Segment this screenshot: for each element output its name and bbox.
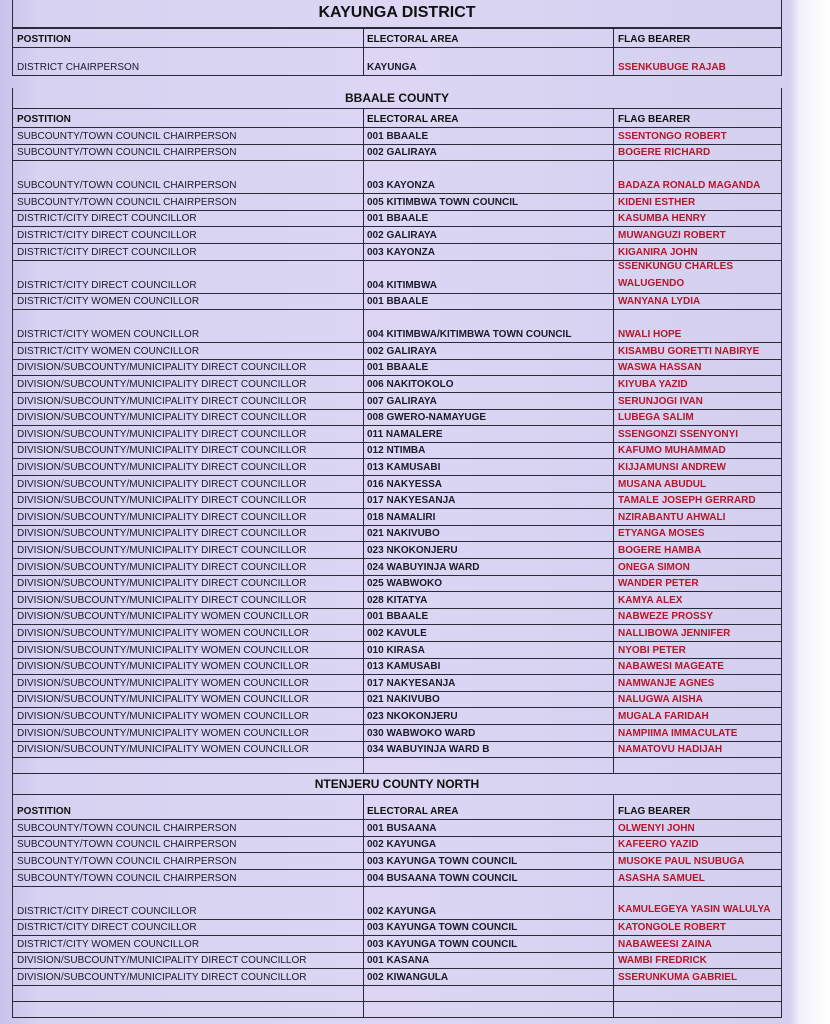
flag-bearer-cell: ONEGA SIMON (618, 561, 690, 573)
table-row (12, 870, 782, 887)
table-row (12, 227, 782, 244)
table-row (12, 128, 782, 145)
position-cell: DISTRICT/CITY WOMEN COUNCILLOR (17, 296, 200, 308)
flag-bearer-cell: NYOBI PETER (618, 644, 686, 656)
electoral-area-cell: 004 KITIMBWA (367, 279, 438, 291)
electoral-area-cell: 001 BBAALE (367, 130, 429, 142)
electoral-area-cell: 003 KAYUNGA TOWN COUNCIL (367, 855, 518, 867)
table-row (12, 609, 782, 626)
ntenjeru-county-title: NTENJERU COUNTY NORTH (12, 774, 782, 794)
electoral-area-cell: 011 NAMALERE (367, 428, 443, 440)
position-cell: SUBCOUNTY/TOWN COUNCIL CHAIRPERSON (17, 147, 237, 159)
flag-bearer-cell: KIYUBA YAZID (618, 378, 688, 390)
electoral-area-cell: 003 KAYONZA (367, 180, 435, 192)
electoral-area-cell: 017 NAKYESANJA (367, 495, 456, 507)
header-position: POSTITION (17, 806, 71, 818)
table-row (12, 853, 782, 870)
table-row (12, 145, 782, 162)
electoral-area-cell: 013 KAMUSABI (367, 661, 441, 673)
electoral-area-cell: KAYUNGA (367, 62, 417, 73)
electoral-area-cell: 004 BUSAANA TOWN COUNCIL (367, 872, 518, 884)
table-row (12, 920, 782, 937)
flag-bearer-cell: SSENKUBUGE RAJAB (618, 62, 726, 73)
table-row (12, 887, 782, 920)
position-cell: SUBCOUNTY/TOWN COUNCIL CHAIRPERSON (17, 872, 237, 884)
electoral-area-cell: 017 NAKYESANJA (367, 677, 456, 689)
flag-bearer-cell: KIGANIRA JOHN (618, 246, 698, 258)
position-cell: SUBCOUNTY/TOWN COUNCIL CHAIRPERSON (17, 180, 237, 192)
table-row (12, 592, 782, 609)
flag-bearer-cell: NAMATOVU HADIJAH (618, 744, 723, 756)
position-cell: SUBCOUNTY/TOWN COUNCIL CHAIRPERSON (17, 822, 237, 834)
flag-bearer-cell: ASASHA SAMUEL (618, 872, 705, 884)
table-row (12, 625, 782, 642)
position-cell: DIVISION/SUBCOUNTY/MUNICIPALITY WOMEN COUNCILLOR (17, 744, 309, 756)
header-position: POSTITION (17, 34, 71, 45)
table-row (12, 820, 782, 837)
electoral-area-cell: 002 GALIRAYA (367, 345, 437, 357)
position-cell: DIVISION/SUBCOUNTY/MUNICIPALITY WOMEN COUNCILLOR (17, 694, 309, 706)
position-cell: DIVISION/SUBCOUNTY/MUNICIPALITY WOMEN COUNCILLOR (17, 661, 309, 673)
position-cell: DIVISION/SUBCOUNTY/MUNICIPALITY WOMEN COUNCILLOR (17, 644, 309, 656)
electoral-area-cell: 012 NTIMBA (367, 445, 426, 457)
table-row (12, 692, 782, 709)
position-cell: DIVISION/SUBCOUNTY/MUNICIPALITY WOMEN COUNCILLOR (17, 611, 309, 623)
electoral-area-cell: 023 NKOKONJERU (367, 710, 458, 722)
flag-bearer-cell: KISAMBU GORETTI NABIRYE (618, 345, 760, 357)
table-row (12, 969, 782, 986)
header-electoral-area: ELECTORAL AREA (367, 34, 459, 45)
flag-bearer-cell: KAMULEGEYA YASIN WALULYA (618, 903, 771, 915)
position-cell: DIVISION/SUBCOUNTY/MUNICIPALITY WOMEN COUNCILLOR (17, 677, 309, 689)
flag-bearer-cell: BOGERE HAMBA (618, 544, 702, 556)
flag-bearer-cell: WASWA HASSAN (618, 362, 702, 374)
position-cell: DIVISION/SUBCOUNTY/MUNICIPALITY DIRECT COUNCILLOR (17, 495, 307, 507)
district-title: KAYUNGA DISTRICT (12, 0, 782, 28)
table-row (12, 343, 782, 360)
electoral-area-cell: 001 BBAALE (367, 213, 429, 225)
position-cell: DIVISION/SUBCOUNTY/MUNICIPALITY DIRECT COUNCILLOR (17, 971, 307, 983)
electoral-area-cell: 001 KASANA (367, 955, 430, 967)
flag-bearer-cell: BADAZA RONALD MAGANDA (618, 180, 761, 192)
flag-bearer-cell: NABWEZE PROSSY (618, 611, 714, 623)
position-cell: SUBCOUNTY/TOWN COUNCIL CHAIRPERSON (17, 839, 237, 851)
position-cell: DIVISION/SUBCOUNTY/MUNICIPALITY DIRECT COUNCILLOR (17, 478, 307, 490)
table-row (12, 376, 782, 393)
position-cell: DIVISION/SUBCOUNTY/MUNICIPALITY DIRECT COUNCILLOR (17, 378, 307, 390)
electoral-area-cell: 021 NAKIVUBO (367, 694, 440, 706)
header-row (12, 794, 782, 820)
flag-bearer-cell: NWALI HOPE (618, 329, 682, 341)
flag-bearer-cell: MUGALA FARIDAH (618, 710, 709, 722)
position-cell: DIVISION/SUBCOUNTY/MUNICIPALITY DIRECT COUNCILLOR (17, 528, 307, 540)
electoral-area-cell: 001 BBAALE (367, 611, 429, 623)
header-flag-bearer: FLAG BEARER (618, 806, 691, 818)
flag-bearer-cell: SERUNJOGI IVAN (618, 395, 703, 407)
position-cell: DIVISION/SUBCOUNTY/MUNICIPALITY DIRECT COUNCILLOR (17, 561, 307, 573)
electoral-area-cell: 002 KAVULE (367, 627, 427, 639)
flag-bearer-cell: KAMYA ALEX (618, 594, 683, 606)
position-cell: DIVISION/SUBCOUNTY/MUNICIPALITY DIRECT COUNCILLOR (17, 428, 307, 440)
electoral-area-cell: 028 KITATYA (367, 594, 428, 606)
flag-bearer-cell: SSENKUNGU CHARLES WALUGENDO (618, 260, 734, 289)
position-cell: DISTRICT/CITY WOMEN COUNCILLOR (17, 345, 200, 357)
table-row (12, 708, 782, 725)
electoral-area-cell: 034 WABUYINJA WARD B (367, 744, 490, 756)
electoral-area-cell: 002 KAYUNGA (367, 839, 437, 851)
table-row (12, 48, 782, 76)
blank-row (12, 986, 782, 1002)
electoral-area-cell: 003 KAYONZA (367, 246, 435, 258)
flag-bearer-cell: BOGERE RICHARD (618, 147, 711, 159)
electoral-area-cell: 002 GALIRAYA (367, 147, 437, 159)
position-cell: SUBCOUNTY/TOWN COUNCIL CHAIRPERSON (17, 855, 237, 867)
flag-bearer-cell: NALLIBOWA JENNIFER (618, 627, 731, 639)
table-row (12, 211, 782, 228)
table-row (12, 659, 782, 676)
table-row (12, 936, 782, 953)
position-cell: DISTRICT/CITY DIRECT COUNCILLOR (17, 279, 197, 291)
electoral-area-cell: 024 WABUYINJA WARD (367, 561, 480, 573)
header-flag-bearer: FLAG BEARER (618, 114, 691, 125)
electoral-area-cell: 001 BBAALE (367, 362, 429, 374)
electoral-area-cell: 018 NAMALIRI (367, 511, 436, 523)
electoral-area-cell: 003 KAYUNGA TOWN COUNCIL (367, 938, 518, 950)
position-cell: DISTRICT CHAIRPERSON (17, 62, 140, 73)
header-electoral-area: ELECTORAL AREA (367, 114, 459, 125)
position-cell: DIVISION/SUBCOUNTY/MUNICIPALITY WOMEN COUNCILLOR (17, 710, 309, 722)
flag-bearer-cell: KAFUMO MUHAMMAD (618, 445, 726, 457)
position-cell: DIVISION/SUBCOUNTY/MUNICIPALITY DIRECT COUNCILLOR (17, 544, 307, 556)
position-cell: DISTRICT/CITY DIRECT COUNCILLOR (17, 905, 197, 917)
position-cell: SUBCOUNTY/TOWN COUNCIL CHAIRPERSON (17, 130, 237, 142)
table-row (12, 526, 782, 543)
electoral-area-cell: 030 WABWOKO WARD (367, 727, 476, 739)
flag-bearer-cell: ETYANGA MOSES (618, 528, 705, 540)
electoral-area-cell: 002 KIWANGULA (367, 971, 449, 983)
flag-bearer-cell: SSERUNKUMA GABRIEL (618, 971, 738, 983)
flag-bearer-cell: NABAWEESI ZAINA (618, 938, 712, 950)
table-row (12, 953, 782, 970)
table-row (12, 509, 782, 526)
flag-bearer-cell: SSENGONZI SSENYONYI (618, 428, 739, 440)
header-row (12, 108, 782, 128)
table-row (12, 161, 782, 194)
position-cell: DISTRICT/CITY DIRECT COUNCILLOR (17, 922, 197, 934)
electoral-area-cell: 002 GALIRAYA (367, 229, 437, 241)
electoral-area-cell: 013 KAMUSABI (367, 461, 441, 473)
electoral-area-cell: 001 BBAALE (367, 296, 429, 308)
position-cell: DIVISION/SUBCOUNTY/MUNICIPALITY DIRECT COUNCILLOR (17, 594, 307, 606)
header-flag-bearer: FLAG BEARER (618, 34, 691, 45)
table-row (12, 443, 782, 460)
header-position: POSTITION (17, 114, 71, 125)
flag-bearer-cell: NALUGWA AISHA (618, 694, 703, 706)
table-row (12, 261, 782, 294)
table-row (12, 493, 782, 510)
flag-bearer-cell: MUSOKE PAUL NSUBUGA (618, 855, 745, 867)
flag-bearer-cell: NAMWANJE AGNES (618, 677, 715, 689)
flag-bearer-cell: KIJJAMUNSI ANDREW (618, 461, 726, 473)
table-row (12, 559, 782, 576)
position-cell: DISTRICT/CITY DIRECT COUNCILLOR (17, 213, 197, 225)
electoral-area-cell: 023 NKOKONJERU (367, 544, 458, 556)
flag-bearer-cell: NZIRABANTU AHWALI (618, 511, 726, 523)
position-cell: DIVISION/SUBCOUNTY/MUNICIPALITY DIRECT COUNCILLOR (17, 461, 307, 473)
table-row (12, 393, 782, 410)
position-cell: DISTRICT/CITY WOMEN COUNCILLOR (17, 329, 200, 341)
electoral-area-cell: 025 WABWOKO (367, 578, 443, 590)
table-row (12, 459, 782, 476)
position-cell: DIVISION/SUBCOUNTY/MUNICIPALITY DIRECT COUNCILLOR (17, 955, 307, 967)
position-cell: DIVISION/SUBCOUNTY/MUNICIPALITY WOMEN COUNCILLOR (17, 727, 309, 739)
position-cell: DISTRICT/CITY DIRECT COUNCILLOR (17, 246, 197, 258)
position-cell: DIVISION/SUBCOUNTY/MUNICIPALITY DIRECT COUNCILLOR (17, 412, 307, 424)
table-row (12, 476, 782, 493)
position-cell: DISTRICT/CITY DIRECT COUNCILLOR (17, 229, 197, 241)
flag-bearer-cell: KIDENI ESTHER (618, 196, 696, 208)
electoral-area-cell: 021 NAKIVUBO (367, 528, 440, 540)
flag-bearer-cell: TAMALE JOSEPH GERRARD (618, 495, 756, 507)
table-row (12, 426, 782, 443)
table-row (12, 410, 782, 427)
electoral-area-cell: 002 KAYUNGA (367, 905, 437, 917)
table-row (12, 310, 782, 343)
table-row (12, 642, 782, 659)
flag-bearer-cell: MUSANA ABUDUL (618, 478, 707, 490)
bbaale-county-title: BBAALE COUNTY (12, 88, 782, 108)
table-row (12, 576, 782, 593)
table-row (12, 675, 782, 692)
electoral-area-cell: 004 KITIMBWA/KITIMBWA TOWN COUNCIL (367, 329, 572, 341)
table-row (12, 742, 782, 759)
electoral-area-cell: 007 GALIRAYA (367, 395, 437, 407)
electoral-area-cell: 010 KIRASA (367, 644, 425, 656)
position-cell: DIVISION/SUBCOUNTY/MUNICIPALITY DIRECT COUNCILLOR (17, 395, 307, 407)
position-cell: SUBCOUNTY/TOWN COUNCIL CHAIRPERSON (17, 196, 237, 208)
electoral-area-cell: 001 BUSAANA (367, 822, 437, 834)
position-cell: DISTRICT/CITY WOMEN COUNCILLOR (17, 938, 200, 950)
header-electoral-area: ELECTORAL AREA (367, 806, 459, 818)
electoral-area-cell: 003 KAYUNGA TOWN COUNCIL (367, 922, 518, 934)
table-row (12, 194, 782, 211)
flag-bearer-cell: WANYANA LYDIA (618, 296, 701, 308)
electoral-area-cell: 008 GWERO-NAMAYUGE (367, 412, 487, 424)
flag-bearer-cell: LUBEGA SALIM (618, 412, 694, 424)
table-row (12, 542, 782, 559)
flag-bearer-cell: SSENTONGO ROBERT (618, 130, 727, 142)
electoral-area-cell: 005 KITIMBWA TOWN COUNCIL (367, 196, 519, 208)
blank-row (12, 1002, 782, 1018)
position-cell: DIVISION/SUBCOUNTY/MUNICIPALITY DIRECT COUNCILLOR (17, 362, 307, 374)
table-row (12, 360, 782, 377)
flag-bearer-cell: KASUMBA HENRY (618, 213, 707, 225)
electoral-area-cell: 006 NAKITOKOLO (367, 378, 454, 390)
flag-bearer-cell: KAFEERO YAZID (618, 839, 699, 851)
electoral-area-cell: 016 NAKYESSA (367, 478, 443, 490)
position-cell: DIVISION/SUBCOUNTY/MUNICIPALITY WOMEN COUNCILLOR (17, 627, 309, 639)
flag-bearer-cell: WAMBI FREDRICK (618, 955, 707, 967)
position-cell: DIVISION/SUBCOUNTY/MUNICIPALITY DIRECT COUNCILLOR (17, 511, 307, 523)
flag-bearer-cell: KATONGOLE ROBERT (618, 922, 726, 934)
table-row (12, 725, 782, 742)
position-cell: DIVISION/SUBCOUNTY/MUNICIPALITY DIRECT COUNCILLOR (17, 578, 307, 590)
position-cell: DIVISION/SUBCOUNTY/MUNICIPALITY DIRECT COUNCILLOR (17, 445, 307, 457)
header-row (12, 28, 782, 48)
flag-bearer-cell: OLWENYI JOHN (618, 822, 695, 834)
blank-row (12, 758, 782, 774)
flag-bearer-cell: WANDER PETER (618, 578, 699, 590)
flag-bearer-cell: NAMPIIMA IMMACULATE (618, 727, 738, 739)
flag-bearer-cell: MUWANGUZI ROBERT (618, 229, 726, 241)
table-row (12, 837, 782, 854)
table-row (12, 294, 782, 311)
flag-bearers-table (12, 0, 782, 1024)
flag-bearer-cell: NABAWESI MAGEATE (618, 661, 724, 673)
